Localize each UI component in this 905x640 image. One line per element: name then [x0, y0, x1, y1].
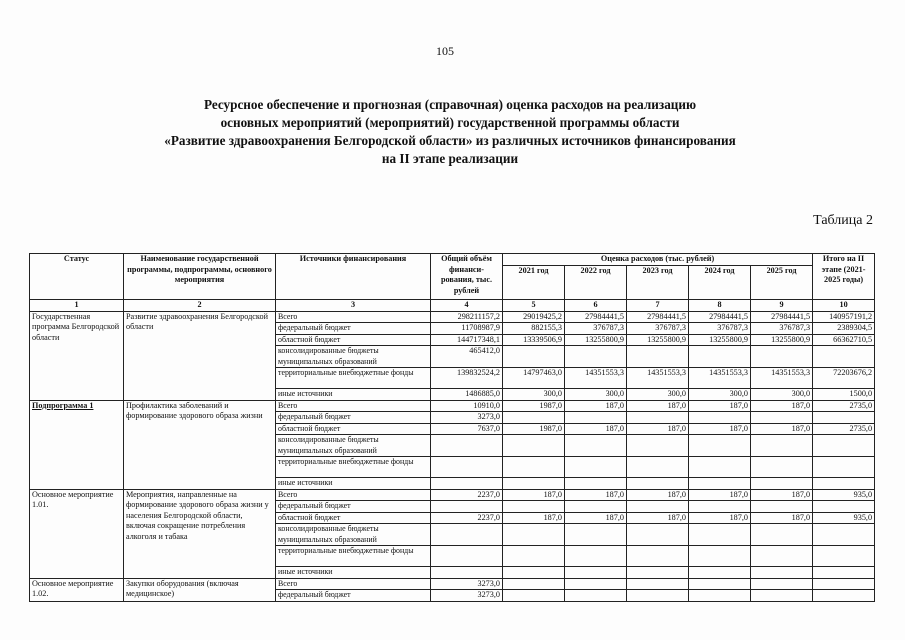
amount-cell: [751, 567, 813, 579]
amount-cell: 27984441,5: [689, 311, 751, 323]
amount-cell: [503, 567, 565, 579]
funding-source-cell: Всего: [276, 489, 431, 501]
program-name-cell: Профилактика заболеваний и формирование здорового образа жизни: [124, 400, 276, 489]
amount-cell: [565, 567, 627, 579]
amount-cell: 7637,0: [431, 423, 503, 435]
amount-cell: 11708987,9: [431, 323, 503, 335]
header-name: Наименование государственной программы, подпрограммы, основного мероприятия: [124, 254, 276, 300]
header-estimate: Оценка расходов (тыс. рублей): [503, 254, 813, 266]
amount-cell: [565, 457, 627, 478]
table-row: [30, 489, 875, 501]
amount-cell: 14797463,0: [503, 368, 565, 389]
title-line: Ресурсное обеспечение и прогнозная (справочная) оценка расходов на реализацию: [203, 97, 697, 112]
amount-cell: [751, 546, 813, 567]
amount-cell: [503, 478, 565, 490]
funding-source-cell: территориальные внебюджетные фонды: [276, 546, 431, 567]
amount-cell: [503, 524, 565, 546]
table-body: [30, 311, 875, 601]
amount-cell: [813, 478, 875, 490]
amount-cell: [813, 578, 875, 590]
title-line: «Развитие здравоохранения Белгородской области» из различных источников финансирования: [164, 133, 736, 148]
amount-cell: [751, 412, 813, 424]
status-text: Основное мероприятие 1.02.: [32, 578, 114, 598]
amount-cell: [751, 478, 813, 490]
amount-cell: [565, 590, 627, 602]
amount-cell: 187,0: [627, 512, 689, 524]
amount-cell: 1486885,0: [431, 389, 503, 401]
amount-cell: [689, 478, 751, 490]
amount-cell: [813, 435, 875, 457]
column-number: 7: [627, 300, 689, 312]
amount-cell: 300,0: [751, 389, 813, 401]
amount-cell: 27984441,5: [565, 311, 627, 323]
funding-source-cell: консолидированные бюджеты муниципальных образований: [276, 346, 431, 368]
amount-cell: [751, 435, 813, 457]
amount-cell: 935,0: [813, 512, 875, 524]
funding-source-cell: областной бюджет: [276, 334, 431, 346]
amount-cell: [565, 501, 627, 513]
funding-source-cell: территориальные внебюджетные фонды: [276, 368, 431, 389]
amount-cell: [565, 546, 627, 567]
header-year: 2021 год: [503, 266, 565, 300]
amount-cell: [503, 590, 565, 602]
amount-cell: 935,0: [813, 489, 875, 501]
header-sources: Источники финансирования: [276, 254, 431, 300]
column-number: 6: [565, 300, 627, 312]
header-status: Статус: [30, 254, 124, 300]
title-line: основных мероприятий (мероприятий) государственной программы области: [220, 115, 680, 130]
amount-cell: 187,0: [627, 400, 689, 412]
amount-cell: [751, 457, 813, 478]
amount-cell: [431, 546, 503, 567]
amount-cell: 3273,0: [431, 412, 503, 424]
amount-cell: 2389304,5: [813, 323, 875, 335]
program-name-cell: Мероприятия, направленные на формирование здорового образа жизни у населения Белгородской области, включая сокращение потребления алкоголя и табака: [124, 489, 276, 578]
amount-cell: 376787,3: [627, 323, 689, 335]
amount-cell: [627, 578, 689, 590]
amount-cell: 27984441,5: [627, 311, 689, 323]
amount-cell: [503, 578, 565, 590]
amount-cell: 13255800,9: [565, 334, 627, 346]
amount-cell: [813, 524, 875, 546]
amount-cell: [689, 524, 751, 546]
amount-cell: [689, 457, 751, 478]
amount-cell: 1500,0: [813, 389, 875, 401]
amount-cell: [431, 501, 503, 513]
amount-cell: 187,0: [627, 423, 689, 435]
amount-cell: 72203676,2: [813, 368, 875, 389]
column-number: 9: [751, 300, 813, 312]
amount-cell: [565, 412, 627, 424]
amount-cell: 2735,0: [813, 400, 875, 412]
amount-cell: [565, 478, 627, 490]
column-number: 4: [431, 300, 503, 312]
amount-cell: 187,0: [689, 512, 751, 524]
amount-cell: [627, 501, 689, 513]
amount-cell: 300,0: [627, 389, 689, 401]
amount-cell: [431, 567, 503, 579]
table-header: [30, 254, 875, 312]
header-year: 2022 год: [565, 266, 627, 300]
amount-cell: [565, 578, 627, 590]
amount-cell: 187,0: [503, 512, 565, 524]
amount-cell: [431, 457, 503, 478]
amount-cell: 187,0: [565, 400, 627, 412]
status-cell: [30, 489, 124, 578]
header-total: Общий объём финанси-рования, тыс. рублей: [431, 254, 503, 300]
amount-cell: 13255800,9: [627, 334, 689, 346]
column-number-row: [30, 300, 875, 312]
amount-cell: [689, 412, 751, 424]
amount-cell: 2735,0: [813, 423, 875, 435]
amount-cell: [689, 567, 751, 579]
amount-cell: 2237,0: [431, 512, 503, 524]
amount-cell: 465412,0: [431, 346, 503, 368]
amount-cell: [431, 435, 503, 457]
amount-cell: 298211157,2: [431, 311, 503, 323]
financing-table: [29, 253, 875, 602]
amount-cell: [431, 524, 503, 546]
amount-cell: 10910,0: [431, 400, 503, 412]
amount-cell: 66362710,5: [813, 334, 875, 346]
amount-cell: 1987,0: [503, 423, 565, 435]
amount-cell: 187,0: [565, 489, 627, 501]
amount-cell: [431, 478, 503, 490]
column-number: 8: [689, 300, 751, 312]
document-title: [100, 96, 800, 168]
amount-cell: 144717348,1: [431, 334, 503, 346]
amount-cell: 376787,3: [751, 323, 813, 335]
status-cell: [30, 400, 124, 489]
amount-cell: [689, 346, 751, 368]
funding-source-cell: иные источники: [276, 567, 431, 579]
amount-cell: 3273,0: [431, 590, 503, 602]
table-row: [30, 578, 875, 590]
amount-cell: 139832524,2: [431, 368, 503, 389]
amount-cell: [689, 501, 751, 513]
amount-cell: [689, 578, 751, 590]
amount-cell: [503, 501, 565, 513]
amount-cell: 13339506,9: [503, 334, 565, 346]
amount-cell: [627, 524, 689, 546]
amount-cell: [503, 435, 565, 457]
funding-source-cell: областной бюджет: [276, 512, 431, 524]
program-name-cell: Закупки оборудования (включая медицинское): [124, 578, 276, 601]
amount-cell: 187,0: [503, 489, 565, 501]
amount-cell: 1987,0: [503, 400, 565, 412]
amount-cell: 300,0: [565, 389, 627, 401]
funding-source-cell: консолидированные бюджеты муниципальных образований: [276, 435, 431, 457]
amount-cell: 187,0: [627, 489, 689, 501]
amount-cell: 376787,3: [689, 323, 751, 335]
amount-cell: 187,0: [751, 512, 813, 524]
amount-cell: 882155,3: [503, 323, 565, 335]
amount-cell: [813, 412, 875, 424]
amount-cell: 187,0: [689, 400, 751, 412]
amount-cell: 3273,0: [431, 578, 503, 590]
status-cell: [30, 578, 124, 601]
funding-source-cell: Всего: [276, 400, 431, 412]
amount-cell: [565, 524, 627, 546]
amount-cell: [751, 346, 813, 368]
table-row: [30, 311, 875, 323]
status-text: Подпрограмма 1: [32, 400, 94, 410]
funding-source-cell: федеральный бюджет: [276, 590, 431, 602]
program-name-cell: Развитие здравоохранения Белгородской области: [124, 311, 276, 400]
amount-cell: 29019425,2: [503, 311, 565, 323]
amount-cell: [503, 546, 565, 567]
amount-cell: 187,0: [565, 512, 627, 524]
status-cell: [30, 311, 124, 400]
amount-cell: [813, 346, 875, 368]
amount-cell: 2237,0: [431, 489, 503, 501]
amount-cell: 187,0: [689, 423, 751, 435]
amount-cell: [813, 567, 875, 579]
amount-cell: [689, 590, 751, 602]
table-label: Таблица 2: [813, 213, 873, 228]
amount-cell: [813, 501, 875, 513]
title-line: на II этапе реализации: [381, 151, 519, 166]
amount-cell: 14351553,3: [627, 368, 689, 389]
column-number: 2: [124, 300, 276, 312]
column-number: 1: [30, 300, 124, 312]
amount-cell: 300,0: [689, 389, 751, 401]
funding-source-cell: Всего: [276, 578, 431, 590]
funding-source-cell: территориальные внебюджетные фонды: [276, 457, 431, 478]
amount-cell: [689, 435, 751, 457]
amount-cell: [751, 578, 813, 590]
amount-cell: 187,0: [751, 489, 813, 501]
amount-cell: [627, 546, 689, 567]
amount-cell: [627, 478, 689, 490]
amount-cell: [627, 412, 689, 424]
amount-cell: 140957191,2: [813, 311, 875, 323]
amount-cell: 376787,3: [565, 323, 627, 335]
funding-source-cell: консолидированные бюджеты муниципальных образований: [276, 524, 431, 546]
amount-cell: 187,0: [689, 489, 751, 501]
funding-source-cell: федеральный бюджет: [276, 501, 431, 513]
amount-cell: [627, 435, 689, 457]
amount-cell: [565, 346, 627, 368]
funding-source-cell: областной бюджет: [276, 423, 431, 435]
amount-cell: [813, 546, 875, 567]
header-year: 2025 год: [751, 266, 813, 300]
amount-cell: 187,0: [751, 400, 813, 412]
header-year: 2023 год: [627, 266, 689, 300]
amount-cell: 13255800,9: [689, 334, 751, 346]
amount-cell: 187,0: [751, 423, 813, 435]
amount-cell: 13255800,9: [751, 334, 813, 346]
amount-cell: [565, 435, 627, 457]
funding-source-cell: Всего: [276, 311, 431, 323]
column-number: 3: [276, 300, 431, 312]
amount-cell: 187,0: [565, 423, 627, 435]
amount-cell: 14351553,3: [751, 368, 813, 389]
table-row: [30, 400, 875, 412]
funding-source-cell: федеральный бюджет: [276, 412, 431, 424]
amount-cell: 27984441,5: [751, 311, 813, 323]
amount-cell: 14351553,3: [565, 368, 627, 389]
amount-cell: [813, 457, 875, 478]
amount-cell: [627, 346, 689, 368]
funding-source-cell: иные источники: [276, 478, 431, 490]
status-text: Основное мероприятие 1.01.: [32, 489, 114, 509]
column-number: 5: [503, 300, 565, 312]
amount-cell: [503, 346, 565, 368]
amount-cell: [627, 567, 689, 579]
header-stage-total: Итого на II этапе (2021-2025 годы): [813, 254, 875, 300]
amount-cell: [751, 524, 813, 546]
funding-source-cell: иные источники: [276, 389, 431, 401]
funding-source-cell: федеральный бюджет: [276, 323, 431, 335]
amount-cell: [503, 457, 565, 478]
amount-cell: [813, 590, 875, 602]
amount-cell: 300,0: [503, 389, 565, 401]
page-number: 105: [436, 44, 454, 58]
amount-cell: [751, 590, 813, 602]
amount-cell: 14351553,3: [689, 368, 751, 389]
amount-cell: [627, 457, 689, 478]
amount-cell: [751, 501, 813, 513]
amount-cell: [503, 412, 565, 424]
amount-cell: [689, 546, 751, 567]
amount-cell: [627, 590, 689, 602]
column-number: 10: [813, 300, 875, 312]
header-year: 2024 год: [689, 266, 751, 300]
status-text: Государственная программа Белгородской области: [32, 311, 120, 342]
